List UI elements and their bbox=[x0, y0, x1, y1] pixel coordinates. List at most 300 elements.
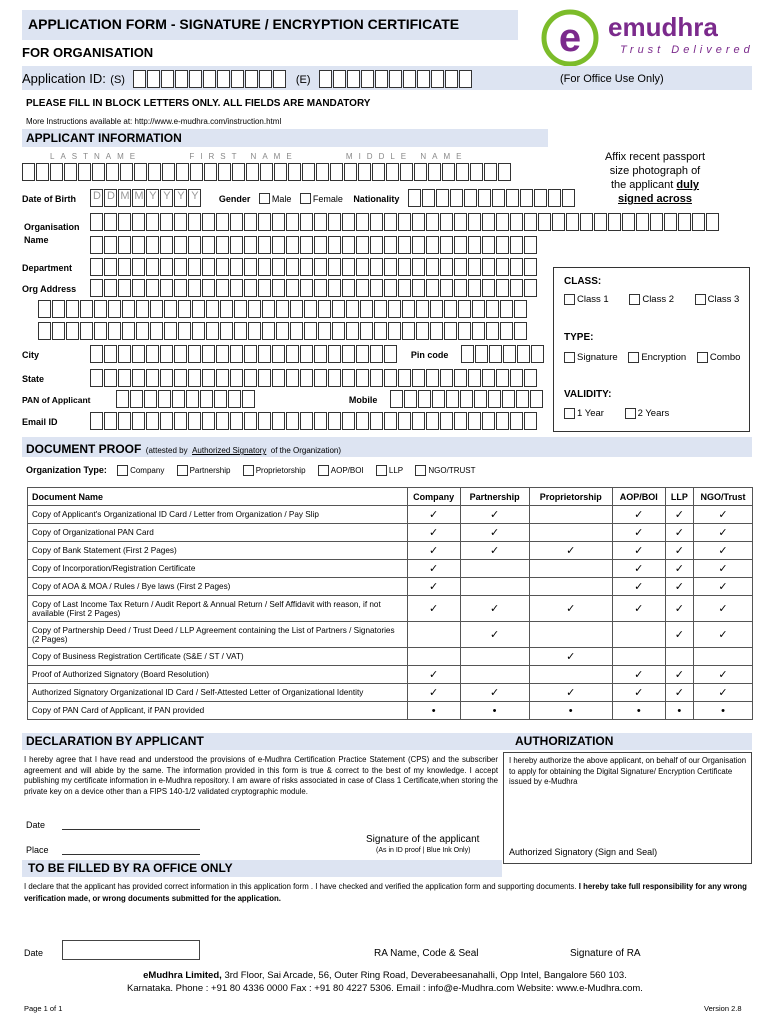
name-box[interactable] bbox=[204, 163, 217, 181]
org-name-box[interactable] bbox=[524, 236, 537, 254]
name-box[interactable] bbox=[246, 163, 259, 181]
org-name-box[interactable] bbox=[706, 213, 719, 231]
mobile-box[interactable] bbox=[390, 390, 403, 408]
org-type-proprietorship-checkbox[interactable] bbox=[243, 465, 254, 476]
org-name-box[interactable] bbox=[188, 236, 201, 254]
pan-box[interactable] bbox=[116, 390, 129, 408]
nationality-box[interactable] bbox=[464, 189, 477, 207]
org-name-box[interactable] bbox=[454, 213, 467, 231]
mobile-box[interactable] bbox=[530, 390, 543, 408]
address-box[interactable] bbox=[94, 300, 107, 318]
address-box[interactable] bbox=[258, 279, 271, 297]
dob-month-2[interactable]: M bbox=[132, 189, 145, 207]
org-name-box[interactable] bbox=[384, 236, 397, 254]
app-id-e-box[interactable] bbox=[417, 70, 430, 88]
org-name-box[interactable] bbox=[440, 236, 453, 254]
address-box[interactable] bbox=[472, 300, 485, 318]
email-box[interactable] bbox=[160, 412, 173, 430]
pan-box[interactable] bbox=[214, 390, 227, 408]
email-box[interactable] bbox=[188, 412, 201, 430]
name-box[interactable] bbox=[414, 163, 427, 181]
dob-year-3[interactable]: Y bbox=[174, 189, 187, 207]
pan-box[interactable] bbox=[242, 390, 255, 408]
city-box[interactable] bbox=[230, 345, 243, 363]
state-box[interactable] bbox=[300, 369, 313, 387]
department-box[interactable] bbox=[216, 258, 229, 276]
address-box[interactable] bbox=[188, 279, 201, 297]
org-name-box[interactable] bbox=[692, 213, 705, 231]
email-box[interactable] bbox=[426, 412, 439, 430]
app-id-s-box[interactable] bbox=[161, 70, 174, 88]
department-box[interactable] bbox=[510, 258, 523, 276]
name-box[interactable] bbox=[288, 163, 301, 181]
address-box[interactable] bbox=[454, 279, 467, 297]
name-box[interactable] bbox=[78, 163, 91, 181]
org-name-box[interactable] bbox=[664, 213, 677, 231]
city-box[interactable] bbox=[258, 345, 271, 363]
doc-proof-note-link[interactable]: Authorized Signatory bbox=[192, 446, 267, 455]
address-box[interactable] bbox=[244, 279, 257, 297]
org-name-box[interactable] bbox=[104, 213, 117, 231]
email-box[interactable] bbox=[524, 412, 537, 430]
name-box[interactable] bbox=[50, 163, 63, 181]
org-name-box[interactable] bbox=[314, 236, 327, 254]
address-box[interactable] bbox=[66, 322, 79, 340]
address-box[interactable] bbox=[150, 300, 163, 318]
org-name-box[interactable] bbox=[244, 213, 257, 231]
app-id-e-box[interactable] bbox=[459, 70, 472, 88]
org-name-box[interactable] bbox=[608, 213, 621, 231]
name-box[interactable] bbox=[148, 163, 161, 181]
email-box[interactable] bbox=[496, 412, 509, 430]
org-name-box[interactable] bbox=[594, 213, 607, 231]
department-box[interactable] bbox=[342, 258, 355, 276]
address-box[interactable] bbox=[108, 300, 121, 318]
state-box[interactable] bbox=[146, 369, 159, 387]
org-name-box[interactable] bbox=[370, 213, 383, 231]
city-box[interactable] bbox=[118, 345, 131, 363]
email-box[interactable] bbox=[440, 412, 453, 430]
nationality-box[interactable] bbox=[422, 189, 435, 207]
address-box[interactable] bbox=[318, 322, 331, 340]
address-box[interactable] bbox=[220, 300, 233, 318]
address-box[interactable] bbox=[276, 300, 289, 318]
department-box[interactable] bbox=[286, 258, 299, 276]
name-box[interactable] bbox=[22, 163, 35, 181]
org-name-box[interactable] bbox=[678, 213, 691, 231]
state-box[interactable] bbox=[230, 369, 243, 387]
email-box[interactable] bbox=[412, 412, 425, 430]
department-box[interactable] bbox=[482, 258, 495, 276]
department-box[interactable] bbox=[146, 258, 159, 276]
address-box[interactable] bbox=[440, 279, 453, 297]
state-box[interactable] bbox=[440, 369, 453, 387]
dob-day-1[interactable]: D bbox=[90, 189, 103, 207]
name-box[interactable] bbox=[36, 163, 49, 181]
mobile-box[interactable] bbox=[488, 390, 501, 408]
address-box[interactable] bbox=[192, 322, 205, 340]
org-name-box[interactable] bbox=[650, 213, 663, 231]
address-box[interactable] bbox=[496, 279, 509, 297]
nationality-box[interactable] bbox=[548, 189, 561, 207]
org-name-box[interactable] bbox=[636, 213, 649, 231]
name-box[interactable] bbox=[64, 163, 77, 181]
name-box[interactable] bbox=[358, 163, 371, 181]
declaration-place-line[interactable] bbox=[62, 854, 200, 855]
state-box[interactable] bbox=[258, 369, 271, 387]
org-name-box[interactable] bbox=[426, 236, 439, 254]
mobile-box[interactable] bbox=[460, 390, 473, 408]
org-name-box[interactable] bbox=[90, 213, 103, 231]
address-box[interactable] bbox=[272, 279, 285, 297]
class3-checkbox[interactable] bbox=[695, 294, 706, 305]
org-name-box[interactable] bbox=[146, 213, 159, 231]
address-box[interactable] bbox=[108, 322, 121, 340]
email-box[interactable] bbox=[454, 412, 467, 430]
pan-box[interactable] bbox=[186, 390, 199, 408]
city-box[interactable] bbox=[188, 345, 201, 363]
address-box[interactable] bbox=[444, 322, 457, 340]
ra-date-box[interactable] bbox=[62, 940, 200, 960]
app-id-s-box[interactable] bbox=[273, 70, 286, 88]
state-box[interactable] bbox=[286, 369, 299, 387]
state-box[interactable] bbox=[412, 369, 425, 387]
email-box[interactable] bbox=[118, 412, 131, 430]
address-box[interactable] bbox=[178, 322, 191, 340]
org-name-box[interactable] bbox=[160, 213, 173, 231]
city-box[interactable] bbox=[132, 345, 145, 363]
app-id-s-box[interactable] bbox=[259, 70, 272, 88]
address-box[interactable] bbox=[388, 322, 401, 340]
org-name-box[interactable] bbox=[398, 236, 411, 254]
address-box[interactable] bbox=[248, 322, 261, 340]
department-box[interactable] bbox=[370, 258, 383, 276]
email-box[interactable] bbox=[258, 412, 271, 430]
department-box[interactable] bbox=[496, 258, 509, 276]
address-box[interactable] bbox=[356, 279, 369, 297]
name-box[interactable] bbox=[456, 163, 469, 181]
class1-checkbox[interactable] bbox=[564, 294, 575, 305]
app-id-e-box[interactable] bbox=[319, 70, 332, 88]
email-box[interactable] bbox=[90, 412, 103, 430]
pan-box[interactable] bbox=[158, 390, 171, 408]
state-box[interactable] bbox=[90, 369, 103, 387]
department-box[interactable] bbox=[454, 258, 467, 276]
name-box[interactable] bbox=[470, 163, 483, 181]
address-box[interactable] bbox=[486, 322, 499, 340]
address-box[interactable] bbox=[122, 322, 135, 340]
app-id-s-box[interactable] bbox=[147, 70, 160, 88]
name-box[interactable] bbox=[134, 163, 147, 181]
org-name-box[interactable] bbox=[286, 236, 299, 254]
name-box[interactable] bbox=[218, 163, 231, 181]
city-box[interactable] bbox=[300, 345, 313, 363]
dob-day-2[interactable]: D bbox=[104, 189, 117, 207]
pin-box[interactable] bbox=[503, 345, 516, 363]
org-name-box[interactable] bbox=[482, 236, 495, 254]
nationality-box[interactable] bbox=[520, 189, 533, 207]
address-box[interactable] bbox=[388, 300, 401, 318]
address-box[interactable] bbox=[132, 279, 145, 297]
app-id-e-box[interactable] bbox=[389, 70, 402, 88]
org-name-box[interactable] bbox=[202, 236, 215, 254]
year2-checkbox[interactable] bbox=[625, 408, 636, 419]
address-box[interactable] bbox=[136, 322, 149, 340]
name-box[interactable] bbox=[484, 163, 497, 181]
app-id-s-box[interactable] bbox=[133, 70, 146, 88]
org-type-llp-checkbox[interactable] bbox=[376, 465, 387, 476]
address-box[interactable] bbox=[52, 322, 65, 340]
app-id-e-box[interactable] bbox=[333, 70, 346, 88]
pan-box[interactable] bbox=[200, 390, 213, 408]
app-id-e-box[interactable] bbox=[403, 70, 416, 88]
org-name-box[interactable] bbox=[258, 213, 271, 231]
department-box[interactable] bbox=[398, 258, 411, 276]
app-id-s-box[interactable] bbox=[203, 70, 216, 88]
email-box[interactable] bbox=[146, 412, 159, 430]
state-box[interactable] bbox=[174, 369, 187, 387]
city-box[interactable] bbox=[216, 345, 229, 363]
department-box[interactable] bbox=[160, 258, 173, 276]
address-box[interactable] bbox=[500, 322, 513, 340]
org-name-box[interactable] bbox=[272, 213, 285, 231]
address-box[interactable] bbox=[398, 279, 411, 297]
address-box[interactable] bbox=[230, 279, 243, 297]
email-box[interactable] bbox=[300, 412, 313, 430]
app-id-e-box[interactable] bbox=[375, 70, 388, 88]
name-box[interactable] bbox=[232, 163, 245, 181]
mobile-box[interactable] bbox=[474, 390, 487, 408]
org-name-box[interactable] bbox=[104, 236, 117, 254]
dob-month-1[interactable]: M bbox=[118, 189, 131, 207]
org-name-box[interactable] bbox=[412, 236, 425, 254]
address-box[interactable] bbox=[118, 279, 131, 297]
state-box[interactable] bbox=[510, 369, 523, 387]
org-name-box[interactable] bbox=[328, 236, 341, 254]
department-box[interactable] bbox=[90, 258, 103, 276]
address-box[interactable] bbox=[52, 300, 65, 318]
state-box[interactable] bbox=[216, 369, 229, 387]
org-name-box[interactable] bbox=[468, 236, 481, 254]
org-name-box[interactable] bbox=[300, 213, 313, 231]
address-box[interactable] bbox=[286, 279, 299, 297]
address-box[interactable] bbox=[430, 300, 443, 318]
org-type-partnership-checkbox[interactable] bbox=[177, 465, 188, 476]
address-box[interactable] bbox=[38, 300, 51, 318]
email-box[interactable] bbox=[174, 412, 187, 430]
state-box[interactable] bbox=[244, 369, 257, 387]
department-box[interactable] bbox=[118, 258, 131, 276]
pin-box[interactable] bbox=[461, 345, 474, 363]
state-box[interactable] bbox=[104, 369, 117, 387]
org-name-box[interactable] bbox=[174, 213, 187, 231]
name-box[interactable] bbox=[372, 163, 385, 181]
state-box[interactable] bbox=[370, 369, 383, 387]
address-box[interactable] bbox=[216, 279, 229, 297]
address-box[interactable] bbox=[402, 322, 415, 340]
state-box[interactable] bbox=[524, 369, 537, 387]
name-box[interactable] bbox=[162, 163, 175, 181]
address-box[interactable] bbox=[500, 300, 513, 318]
org-name-box[interactable] bbox=[216, 213, 229, 231]
address-box[interactable] bbox=[416, 300, 429, 318]
pan-box[interactable] bbox=[172, 390, 185, 408]
address-box[interactable] bbox=[262, 322, 275, 340]
address-box[interactable] bbox=[318, 300, 331, 318]
address-box[interactable] bbox=[402, 300, 415, 318]
email-box[interactable] bbox=[510, 412, 523, 430]
address-box[interactable] bbox=[178, 300, 191, 318]
address-box[interactable] bbox=[374, 322, 387, 340]
nationality-box[interactable] bbox=[408, 189, 421, 207]
address-box[interactable] bbox=[94, 322, 107, 340]
nationality-box[interactable] bbox=[506, 189, 519, 207]
email-box[interactable] bbox=[342, 412, 355, 430]
address-box[interactable] bbox=[234, 300, 247, 318]
dob-year-2[interactable]: Y bbox=[160, 189, 173, 207]
nationality-box[interactable] bbox=[478, 189, 491, 207]
state-box[interactable] bbox=[202, 369, 215, 387]
state-box[interactable] bbox=[342, 369, 355, 387]
address-box[interactable] bbox=[314, 279, 327, 297]
org-name-box[interactable] bbox=[356, 213, 369, 231]
app-id-e-box[interactable] bbox=[445, 70, 458, 88]
address-box[interactable] bbox=[360, 322, 373, 340]
department-box[interactable] bbox=[384, 258, 397, 276]
org-name-box[interactable] bbox=[230, 236, 243, 254]
org-name-box[interactable] bbox=[342, 213, 355, 231]
city-box[interactable] bbox=[244, 345, 257, 363]
city-box[interactable] bbox=[146, 345, 159, 363]
org-type-aop-checkbox[interactable] bbox=[318, 465, 329, 476]
department-box[interactable] bbox=[104, 258, 117, 276]
org-name-box[interactable] bbox=[216, 236, 229, 254]
name-box[interactable] bbox=[92, 163, 105, 181]
male-checkbox[interactable] bbox=[259, 193, 270, 204]
city-box[interactable] bbox=[370, 345, 383, 363]
org-name-box[interactable] bbox=[440, 213, 453, 231]
address-box[interactable] bbox=[346, 322, 359, 340]
dob-year-4[interactable]: Y bbox=[188, 189, 201, 207]
address-box[interactable] bbox=[514, 300, 527, 318]
address-box[interactable] bbox=[370, 279, 383, 297]
address-box[interactable] bbox=[426, 279, 439, 297]
photo-area[interactable] bbox=[560, 150, 750, 260]
email-box[interactable] bbox=[244, 412, 257, 430]
department-box[interactable] bbox=[440, 258, 453, 276]
org-name-box[interactable] bbox=[538, 213, 551, 231]
city-box[interactable] bbox=[90, 345, 103, 363]
name-box[interactable] bbox=[316, 163, 329, 181]
pin-box[interactable] bbox=[517, 345, 530, 363]
email-box[interactable] bbox=[328, 412, 341, 430]
address-box[interactable] bbox=[80, 322, 93, 340]
address-box[interactable] bbox=[412, 279, 425, 297]
year1-checkbox[interactable] bbox=[564, 408, 575, 419]
org-name-box[interactable] bbox=[412, 213, 425, 231]
state-box[interactable] bbox=[398, 369, 411, 387]
name-box[interactable] bbox=[400, 163, 413, 181]
address-box[interactable] bbox=[136, 300, 149, 318]
org-type-company-checkbox[interactable] bbox=[117, 465, 128, 476]
state-box[interactable] bbox=[454, 369, 467, 387]
address-box[interactable] bbox=[458, 322, 471, 340]
org-name-box[interactable] bbox=[230, 213, 243, 231]
department-box[interactable] bbox=[244, 258, 257, 276]
org-name-box[interactable] bbox=[188, 213, 201, 231]
mobile-box[interactable] bbox=[502, 390, 515, 408]
address-box[interactable] bbox=[444, 300, 457, 318]
email-box[interactable] bbox=[230, 412, 243, 430]
city-box[interactable] bbox=[272, 345, 285, 363]
org-name-box[interactable] bbox=[398, 213, 411, 231]
org-name-box[interactable] bbox=[244, 236, 257, 254]
org-name-box[interactable] bbox=[552, 213, 565, 231]
nationality-box[interactable] bbox=[436, 189, 449, 207]
name-box[interactable] bbox=[386, 163, 399, 181]
address-box[interactable] bbox=[332, 322, 345, 340]
address-box[interactable] bbox=[66, 300, 79, 318]
state-box[interactable] bbox=[468, 369, 481, 387]
department-box[interactable] bbox=[174, 258, 187, 276]
mobile-box[interactable] bbox=[432, 390, 445, 408]
org-name-box[interactable] bbox=[356, 236, 369, 254]
city-box[interactable] bbox=[286, 345, 299, 363]
address-box[interactable] bbox=[174, 279, 187, 297]
pin-box[interactable] bbox=[489, 345, 502, 363]
state-box[interactable] bbox=[384, 369, 397, 387]
address-box[interactable] bbox=[248, 300, 261, 318]
address-box[interactable] bbox=[290, 322, 303, 340]
org-name-box[interactable] bbox=[300, 236, 313, 254]
address-box[interactable] bbox=[202, 279, 215, 297]
department-box[interactable] bbox=[272, 258, 285, 276]
name-box[interactable] bbox=[120, 163, 133, 181]
department-box[interactable] bbox=[314, 258, 327, 276]
dob-year-1[interactable]: Y bbox=[146, 189, 159, 207]
org-name-box[interactable] bbox=[454, 236, 467, 254]
combo-checkbox[interactable] bbox=[697, 352, 708, 363]
org-name-box[interactable] bbox=[118, 213, 131, 231]
state-box[interactable] bbox=[118, 369, 131, 387]
address-box[interactable] bbox=[104, 279, 117, 297]
org-name-box[interactable] bbox=[496, 236, 509, 254]
address-box[interactable] bbox=[38, 322, 51, 340]
address-box[interactable] bbox=[146, 279, 159, 297]
app-id-s-box[interactable] bbox=[231, 70, 244, 88]
email-box[interactable] bbox=[482, 412, 495, 430]
address-box[interactable] bbox=[160, 279, 173, 297]
address-box[interactable] bbox=[122, 300, 135, 318]
pan-box[interactable] bbox=[130, 390, 143, 408]
org-name-box[interactable] bbox=[202, 213, 215, 231]
state-box[interactable] bbox=[272, 369, 285, 387]
address-box[interactable] bbox=[360, 300, 373, 318]
org-name-box[interactable] bbox=[426, 213, 439, 231]
state-box[interactable] bbox=[188, 369, 201, 387]
name-box[interactable] bbox=[302, 163, 315, 181]
class2-checkbox[interactable] bbox=[629, 294, 640, 305]
name-box[interactable] bbox=[190, 163, 203, 181]
org-name-box[interactable] bbox=[272, 236, 285, 254]
state-box[interactable] bbox=[132, 369, 145, 387]
email-box[interactable] bbox=[202, 412, 215, 430]
org-name-box[interactable] bbox=[342, 236, 355, 254]
city-box[interactable] bbox=[174, 345, 187, 363]
org-name-box[interactable] bbox=[482, 213, 495, 231]
mobile-box[interactable] bbox=[516, 390, 529, 408]
address-box[interactable] bbox=[468, 279, 481, 297]
